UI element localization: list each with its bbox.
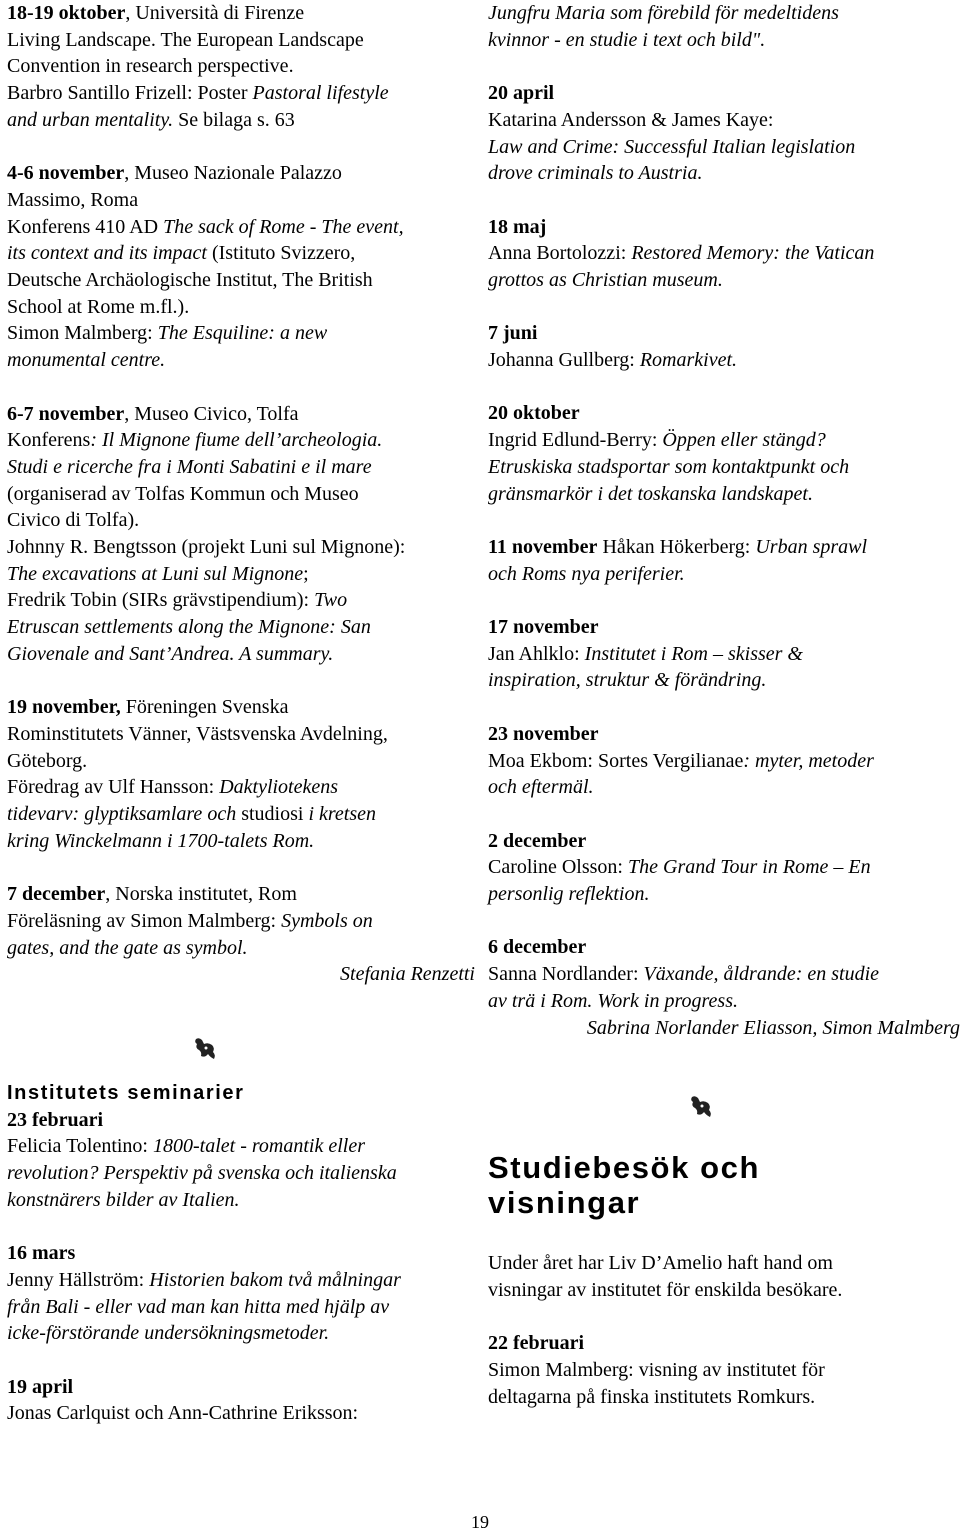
signature: Sabrina Norlander Eliasson, Simon Malmberg: [586, 1016, 960, 1039]
seminar-item: 23 november Moa Ekbom: Sortes Vergilianae: myter, metoder och eftermäl.: [488, 722, 874, 799]
ornament-icon: [190, 1034, 220, 1064]
visit-item: 22 februari Simon Malmberg: visning av institutet för deltagarna på finska institutets Romkurs.: [488, 1332, 825, 1408]
seminar-item: Jungfru Maria som förebild för medeltidens kvinnor - en studie i text och bild".: [488, 2, 839, 51]
seminar-item: 18 maj Anna Bortolozzi: Restored Memory: the Vatican grottos as Christian museum.: [488, 215, 875, 291]
ornament-icon: [686, 1092, 716, 1122]
signature: Stefania Renzetti: [340, 963, 475, 986]
seminar-item: 20 oktober Ingrid Edlund-Berry: Öppen eller stängd? Etruskiska stadsportar som kontaktpunkt och gränsmarkör i det toskanska landskapet.: [488, 402, 850, 505]
seminar-item: 11 november Håkan Hökerberg: Urban sprawl och Roms nya periferier.: [488, 535, 868, 585]
seminar-item: 7 juni Johanna Gullberg: Romarkivet.: [488, 322, 738, 372]
seminar-item: 2 december Caroline Olsson: The Grand Tour in Rome – En personlig reflektion.: [488, 829, 871, 906]
visits-section: [488, 1150, 960, 1410]
seminar-item: 16 mars Jenny Hällström: Historien bakom två målningar från Bali - eller vad man kan hitta med hjälp av icke-förstörande undersökningsmetoder.: [7, 1242, 401, 1345]
seminar-item: 23 februari Felicia Tolentino: 1800-talet - romantik eller revolution? Perspektiv på svenska och italienska konstnärers bilder av Italien.: [7, 1108, 397, 1211]
seminar-item: 20 april Katarina Andersson & James Kaye: Law and Crime: Successful Italian legislation drove criminals to Austria.: [488, 82, 856, 185]
event-norska-institutet: 7 december, Norska institutet, Rom Föreläsning av Simon Malmberg: Symbols on gates, and the gate as symbol. Stefania Renzetti: [7, 881, 475, 988]
visit-item: Under året har Liv D’Amelio haft hand om visningar av institutet för enskilda besökare.: [488, 1252, 843, 1301]
event-foreningen-svenska: 19 november, Föreningen Svenska Rominstitutets Vänner, Västsvenska Avdelning, Göteborg. Föredrag av Ulf Hansson: Daktyliotekens tidevarv: glyptiksamlare och studiosi i kretsen kring Winckelmann i 1700-talets Rom.: [7, 696, 388, 852]
section-heading: Studiebesök och visningar: [488, 1150, 761, 1220]
seminar-section: [7, 1080, 475, 1427]
right-column: [488, 0, 960, 1041]
event-museo-civico-tolfa: 6-7 november, Museo Civico, Tolfa Konferens: Il Mignone fiume dell’archeologia. Studi e ricerche fra i Monti Sabatini e il mare (organiserad av Tolfas Kommun och Museo Civico di Tolfa). Johnny R. Bengtsson (projekt Luni sul Mignone): The excavations at Luni sul Mignone; Fredrik Tobin (SIRs grävstipendium): Two Etruscan settlements along the Mignone: San Giovenale and Sant’Andrea. A summary.: [7, 402, 406, 665]
page-number: 19: [471, 1512, 489, 1532]
left-column: [7, 0, 475, 988]
seminar-item: 17 november Jan Ahlklo: Institutet i Rom – skisser & inspiration, struktur & förändring.: [488, 616, 803, 692]
seminar-item: 19 april Jonas Carlquist och Ann-Cathrine Eriksson:: [7, 1375, 359, 1425]
section-heading: Institutets seminarier: [7, 1082, 245, 1104]
seminar-item: 6 december Sanna Nordlander: Växande, åldrande: en studie av trä i Rom. Work in progress. Sabrina Norlander Eliasson, Simon Malmberg: [488, 934, 960, 1041]
event-university-florence: 18-19 oktober, Università di Firenze Living Landscape. The European Landscape Convention in research perspective. Barbro Santillo Frizell: Poster Pastoral lifestyle and urban mentality. Se bilaga s. 63: [7, 2, 389, 131]
event-museo-nazionale: 4-6 november, Museo Nazionale Palazzo Massimo, Roma Konferens 410 AD The sack of Rome - The event, its context and its impact (Istituto Svizzero, Deutsche Archäologische Institut, The British School at Rome m.fl.). Simon Malmberg: The Esquiline: a new monumental centre.: [7, 162, 404, 372]
